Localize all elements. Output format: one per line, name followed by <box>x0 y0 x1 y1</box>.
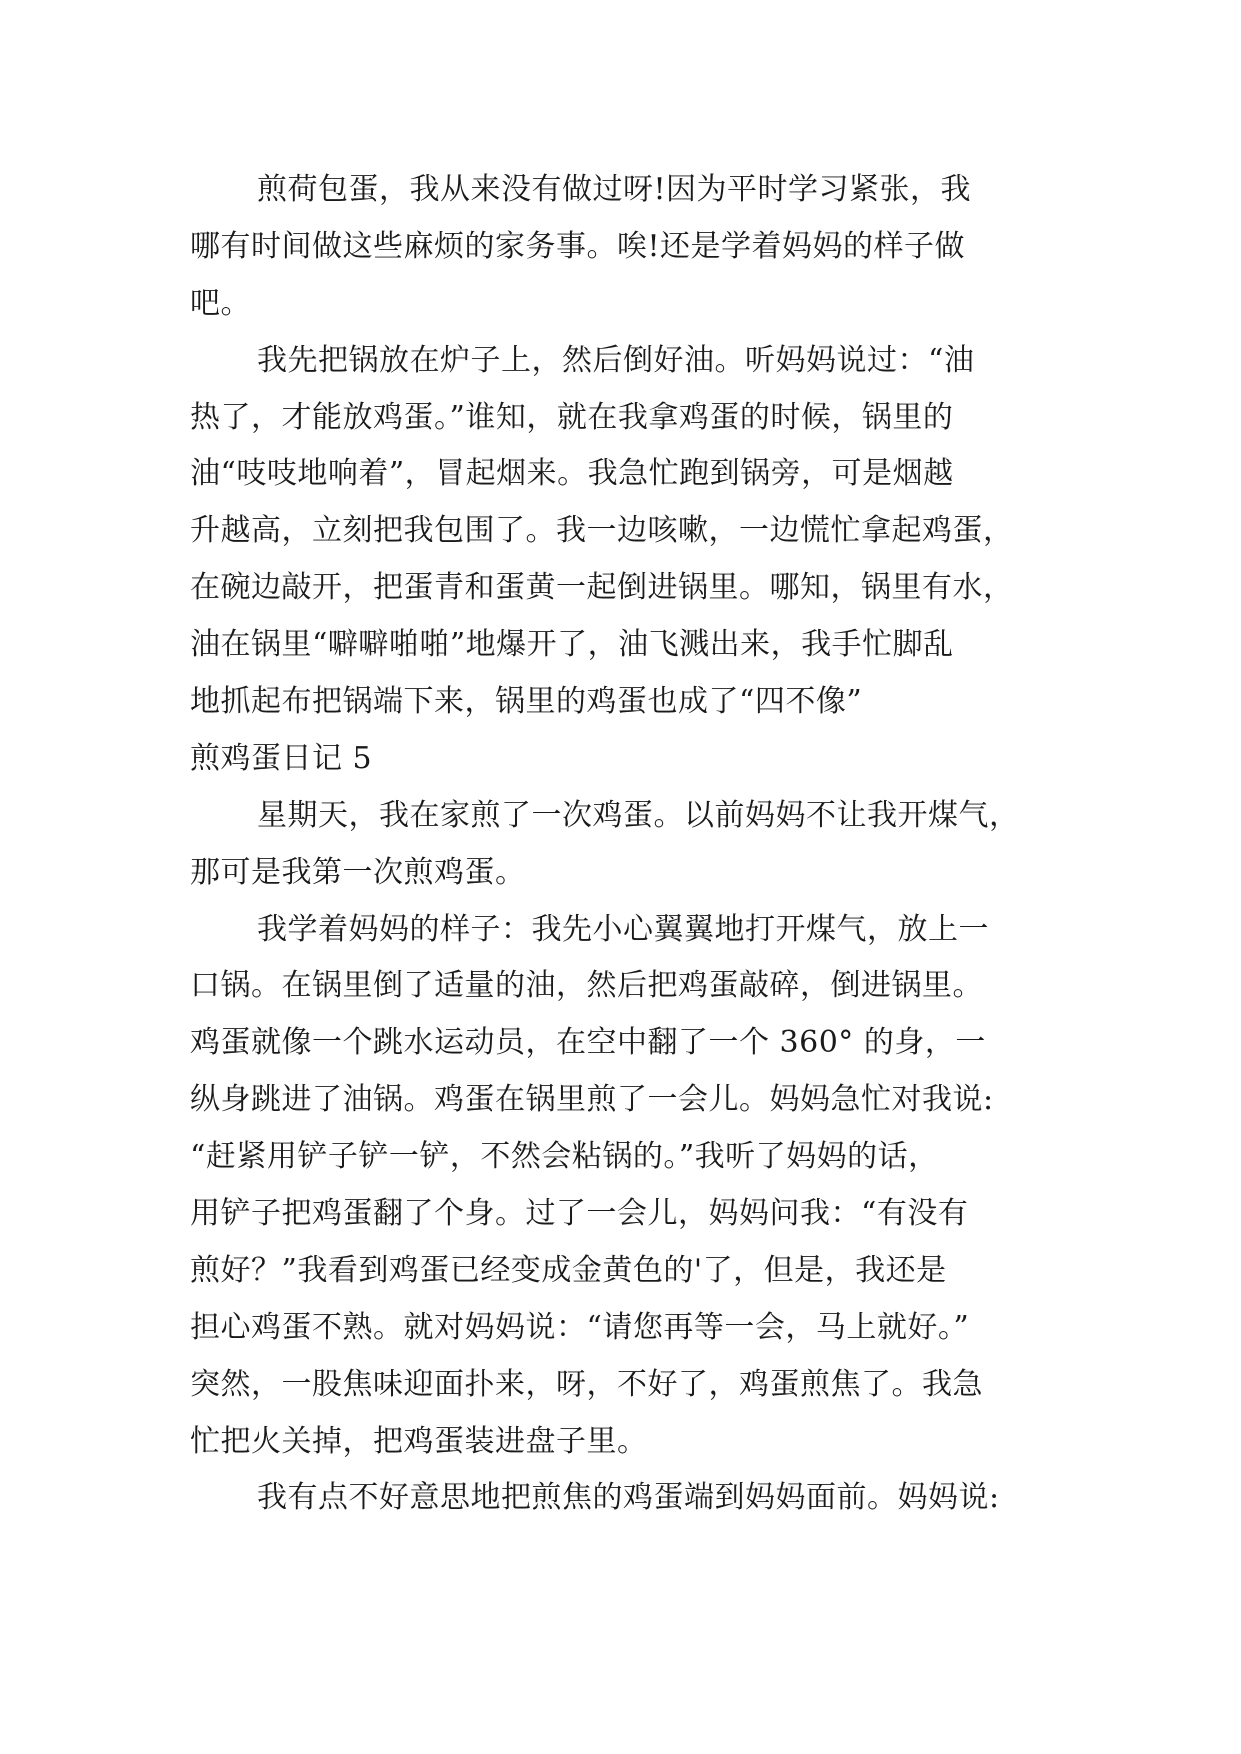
text-line: 地抓起布把锅端下来，锅里的鸡蛋也成了“四不像” <box>190 684 863 720</box>
text-line: 煎好？”我看到鸡蛋已经变成金黄色的'了，但是，我还是 <box>190 1252 947 1288</box>
text-line: 忙把火关掉，把鸡蛋装进盘子里。 <box>190 1423 648 1459</box>
text-line: 那可是我第一次煎鸡蛋。 <box>190 854 526 890</box>
text-line: 热了，才能放鸡蛋。”谁知，就在我拿鸡蛋的时候，锅里的 <box>190 399 954 435</box>
text-line: 星期天，我在家煎了一次鸡蛋。以前妈妈不让我开煤气， <box>257 797 1020 833</box>
text-line: “赶紧用铲子铲一铲，不然会粘锅的。”我听了妈妈的话， <box>190 1139 939 1175</box>
text-line: 哪有时间做这些麻烦的家务事。唉!还是学着妈妈的样子做 <box>190 228 966 264</box>
section-heading: 煎鸡蛋日记 5 <box>190 740 373 776</box>
text-line: 吧。 <box>190 285 251 321</box>
text-line: 煎荷包蛋，我从来没有做过呀!因为平时学习紧张，我 <box>257 172 972 207</box>
text-line: 鸡蛋就像一个跳水运动员，在空中翻了一个 360° 的身，一 <box>190 1025 986 1061</box>
text-line: 担心鸡蛋不熟。就对妈妈说：“请您再等一会，马上就好。” <box>190 1309 970 1345</box>
text-line: 我学着妈妈的样子：我先小心翼翼地打开煤气，放上一 <box>257 911 989 947</box>
text-line: 升越高，立刻把我包围了。我一边咳嗽，一边慌忙拿起鸡蛋， <box>190 513 1014 549</box>
text-line: 油“吱吱地响着”，冒起烟来。我急忙跑到锅旁，可是烟越 <box>190 456 954 492</box>
text-line: 纵身跳进了油锅。鸡蛋在锅里煎了一会儿。妈妈急忙对我说: <box>190 1082 994 1118</box>
text-line: 油在锅里“噼噼啪啪”地爆开了，油飞溅出来，我手忙脚乱 <box>190 627 954 663</box>
text-line: 突然，一股焦味迎面扑来，呀，不好了，鸡蛋煎焦了。我急 <box>190 1366 983 1402</box>
text-line: 在碗边敲开，把蛋青和蛋黄一起倒进锅里。哪知，锅里有水， <box>190 570 1014 606</box>
text-line: 我先把锅放在炉子上，然后倒好油。听妈妈说过：“油 <box>257 342 975 378</box>
document-body <box>190 162 1070 1527</box>
text-line: 口锅。在锅里倒了适量的油，然后把鸡蛋敲碎，倒进锅里。 <box>190 968 983 1004</box>
text-line: 用铲子把鸡蛋翻了个身。过了一会儿，妈妈问我：“有没有 <box>190 1196 969 1232</box>
text-line: 我有点不好意思地把煎焦的鸡蛋端到妈妈面前。妈妈说: <box>257 1480 1000 1516</box>
